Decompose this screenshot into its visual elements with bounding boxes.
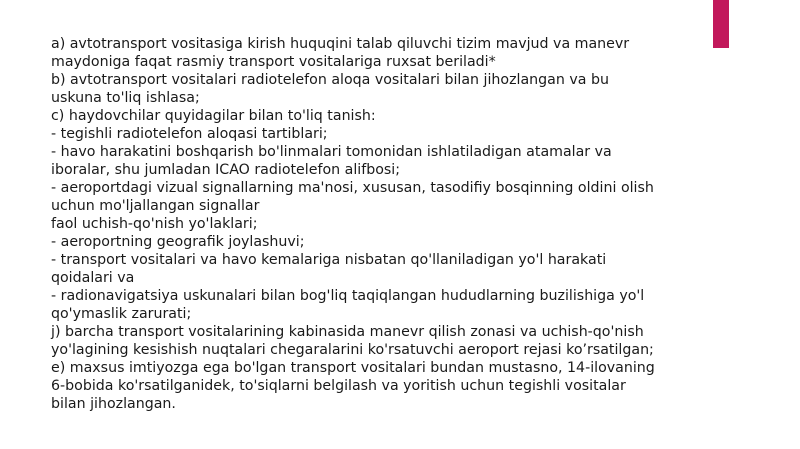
text-line: b) avtotransport vositalari radiotelefon aloqa vositalari bilan jihozlangan va bu — [51, 72, 609, 88]
text-line: uskuna to'liq ishlasa; — [51, 90, 200, 106]
text-line: - transport vositalari va havo kemalariga nisbatan qo'llaniladigan yo'l harakati — [51, 252, 607, 268]
text-line: - aeroportdagi vizual signallarning ma'nosi, xususan, tasodifiy bosqinning oldini olish — [51, 180, 654, 196]
text-line: 6-bobida ko'rsatilganidek, to'siqlarni belgilash va yoritish uchun tegishli vositalar — [51, 378, 626, 394]
accent-bar — [713, 0, 729, 48]
text-line: qoidalari va — [51, 270, 135, 286]
text-line: a) avtotransport vositasiga kirish huquqini talab qiluvchi tizim mavjud va manevr — [51, 36, 630, 52]
text-line: - tegishli radiotelefon aloqasi tartiblari; — [51, 126, 328, 142]
text-line: - radionavigatsiya uskunalari bilan bog'liq taqiqlangan hududlarning buzilishiga yo'l — [51, 288, 645, 304]
text-line: iboralar, shu jumladan ICAO radiotelefon alifbosi; — [51, 162, 401, 178]
text-line: c) haydovchilar quyidagilar bilan to'liq tanish: — [51, 108, 376, 124]
text-line: e) maxsus imtiyozga ega bo'lgan transport vositalari bundan mustasno, 14-ilovaning — [51, 360, 655, 376]
text-line: bilan jihozlangan. — [51, 396, 176, 412]
text-line: - aeroportning geografik joylashuvi; — [51, 234, 305, 250]
text-line: faol uchish-qo'nish yo'laklari; — [51, 216, 258, 232]
text-line: j) barcha transport vositalarining kabinasida manevr qilish zonasi va uchish-qo'nish — [51, 324, 644, 340]
text-line: - havo harakatini boshqarish bo'linmalari tomonidan ishlatiladigan atamalar va — [51, 144, 612, 160]
text-line: yo'lagining kesishish nuqtalari chegaralarini ko'rsatuvchi aeroport rejasi ko’rsatilgan; — [51, 342, 654, 358]
slide-body-text — [51, 35, 661, 413]
text-line: maydoniga faqat rasmiy transport vositalariga ruxsat beriladi* — [51, 54, 496, 70]
text-line: qo'ymaslik zarurati; — [51, 306, 192, 322]
text-line: uchun mo'ljallangan signallar — [51, 198, 260, 214]
